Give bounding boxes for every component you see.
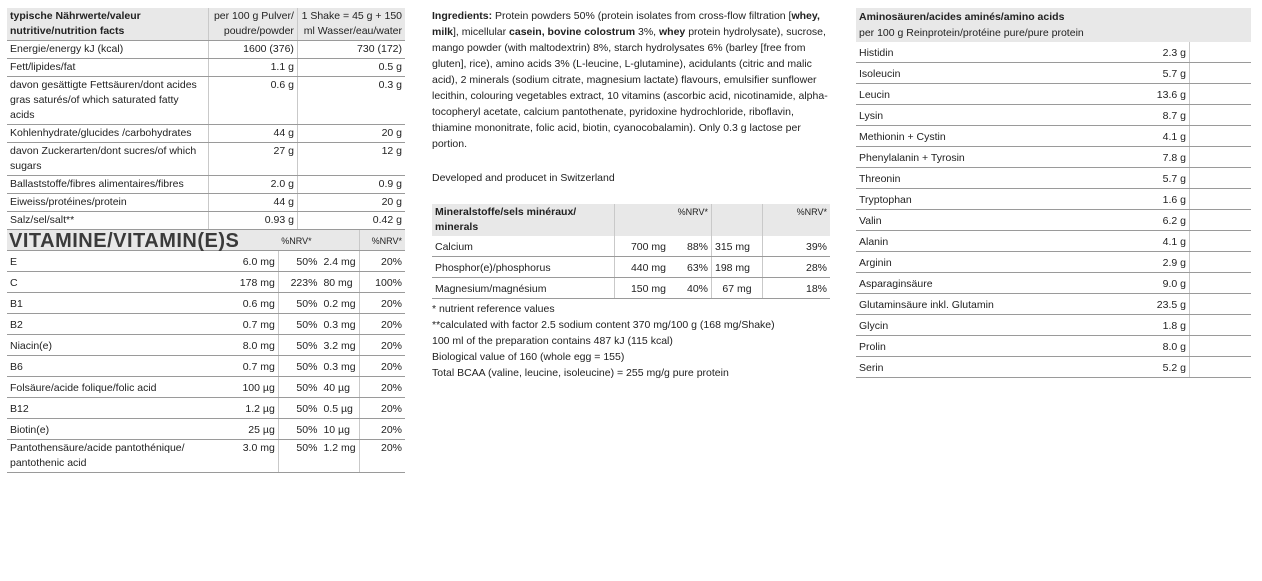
- mineral-amount-shake: 67 mg: [712, 278, 763, 299]
- mineral-nrv-shake: 28%: [763, 257, 831, 278]
- amino-column: [856, 8, 1251, 378]
- vitamin-amount-100g: 3.0 mg: [237, 440, 279, 473]
- nutrition-value-shake: 0.5 g: [297, 59, 405, 77]
- vitamin-nrv-shake: 20%: [359, 293, 405, 314]
- amino-row: [856, 84, 1251, 105]
- vitamin-nrv-100g: 50%: [278, 377, 320, 398]
- amino-value: 6.2 g: [1103, 210, 1190, 231]
- vitamin-nrv-shake: 20%: [359, 440, 405, 473]
- vitamin-name: Pantothensäure/acide pantothénique/ pantothenic acid: [7, 440, 237, 473]
- amino-value: 13.6 g: [1103, 84, 1190, 105]
- vitamin-row: [7, 293, 405, 314]
- nutrition-label: Salz/sel/salt**: [7, 212, 209, 230]
- footnote: **calculated with factor 2.5 sodium content 370 mg/100 g (168 mg/Shake): [432, 319, 775, 331]
- vitamin-nrv-shake: 20%: [359, 314, 405, 335]
- vitamin-amount-shake: 40 µg: [320, 377, 359, 398]
- amino-name: Glutaminsäure inkl. Glutamin: [856, 294, 1103, 315]
- vitamin-amount-shake: 0.5 µg: [320, 398, 359, 419]
- amino-name: Alanin: [856, 231, 1103, 252]
- vitamin-amount-shake: 10 µg: [320, 419, 359, 440]
- nutrition-value-100g: 27 g: [209, 143, 298, 176]
- vitamin-amount-shake: 0.3 mg: [320, 314, 359, 335]
- footnote: * nutrient reference values: [432, 303, 555, 315]
- vitamin-nrv-100g: 50%: [278, 335, 320, 356]
- footnote: Total BCAA (valine, leucine, isoleucine) = 255 mg/g pure protein: [432, 367, 729, 379]
- amino-value: 4.1 g: [1103, 231, 1190, 252]
- mineral-row: [432, 278, 830, 299]
- amino-value: 2.3 g: [1103, 42, 1190, 63]
- amino-value: 8.7 g: [1103, 105, 1190, 126]
- nutrition-value-shake: 0.9 g: [297, 176, 405, 194]
- vitamin-row: [7, 356, 405, 377]
- amino-row: [856, 42, 1251, 63]
- ingredients-part: protein hydrolysate), sucrose, mango powder (with maltodextrin) 8%, starch hydrolysates 6% (barley [free from gluten], rice), amino acids 3% (L-leucine, L-glutamine), acidulants (citric and malic acid), 2 minerals (sodium citrate, magnesium lactate) flavours, emulsifier sunflower lecithin, colouring vegetables extract, 10 vitamins (ascorbic acid, nicotinamide, alpha-tocopheryl acetate, calcium pantothenate, pyridoxine hydrochloride, riboflavin, thiamine mononitrate, folic acid, biotin, cyanocobalamin). Only 0.3 g lactose per portion.: [432, 26, 828, 150]
- amino-name: Tryptophan: [856, 189, 1103, 210]
- vitamin-amount-shake: 1.2 mg: [320, 440, 359, 473]
- amino-row: [856, 273, 1251, 294]
- amino-table: [856, 8, 1251, 378]
- vitamin-nrv-shake: 20%: [359, 356, 405, 377]
- nutrition-value-shake: 20 g: [297, 194, 405, 212]
- footnote: Biological value of 160 (whole egg = 155): [432, 351, 625, 363]
- mineral-nrv-100g: 63%: [669, 257, 712, 278]
- amino-name: Arginin: [856, 252, 1103, 273]
- amino-value: 9.0 g: [1103, 273, 1190, 294]
- amino-value: 1.6 g: [1103, 189, 1190, 210]
- vitamin-name: Biotin(e): [7, 419, 237, 440]
- amino-value: 4.1 g: [1103, 126, 1190, 147]
- vitamin-amount-100g: 100 µg: [237, 377, 279, 398]
- vitamin-nrv-shake: 20%: [359, 419, 405, 440]
- amino-name: Serin: [856, 357, 1103, 378]
- vitamin-row: [7, 272, 405, 293]
- mineral-amount-100g: 440 mg: [615, 257, 670, 278]
- vitamins-header-row: [7, 230, 405, 251]
- minerals-header: Mineralstoffe/sels minéraux/ minerals: [432, 204, 615, 236]
- vitamin-amount-100g: 6.0 mg: [237, 251, 279, 272]
- nutrition-row: [7, 176, 405, 194]
- nutrition-row: [7, 143, 405, 176]
- minerals-nrv-header-1: %NRV*: [669, 204, 712, 236]
- vitamin-name: B1: [7, 293, 237, 314]
- amino-row: [856, 126, 1251, 147]
- nutrition-column: [7, 8, 405, 473]
- mineral-nrv-shake: 18%: [763, 278, 831, 299]
- vitamins-title: VITAMINE/VITAMIN(E)S: [7, 230, 278, 251]
- mineral-row: [432, 257, 830, 278]
- ingredients-part: ], micellular: [453, 26, 510, 38]
- vitamin-row: [7, 419, 405, 440]
- vitamins-nrv-header-2: %NRV*: [359, 230, 405, 251]
- mineral-amount-shake: 315 mg: [712, 236, 763, 257]
- amino-value: 5.7 g: [1103, 168, 1190, 189]
- amino-name: Prolin: [856, 336, 1103, 357]
- vitamin-amount-shake: 3.2 mg: [320, 335, 359, 356]
- vitamin-amount-100g: 25 µg: [237, 419, 279, 440]
- vitamin-row: [7, 251, 405, 272]
- amino-value: 8.0 g: [1103, 336, 1190, 357]
- nutrition-label: davon gesättigte Fettsäuren/dont acides gras saturés/of which saturated fatty acids: [7, 77, 209, 125]
- mineral-nrv-100g: 40%: [669, 278, 712, 299]
- amino-name: Asparaginsäure: [856, 273, 1103, 294]
- nutrition-row: [7, 41, 405, 59]
- amino-row: [856, 231, 1251, 252]
- amino-name: Leucin: [856, 84, 1103, 105]
- nutrition-label: Kohlenhydrate/glucides /carbohydrates: [7, 125, 209, 143]
- allergen-text: whey: [659, 26, 686, 38]
- vitamin-nrv-100g: 50%: [278, 251, 320, 272]
- nutrition-value-100g: 44 g: [209, 125, 298, 143]
- mineral-amount-shake: 198 mg: [712, 257, 763, 278]
- vitamin-row: [7, 377, 405, 398]
- vitamin-name: Folsäure/acide folique/folic acid: [7, 377, 237, 398]
- vitamin-row: [7, 314, 405, 335]
- vitamin-amount-100g: 0.7 mg: [237, 314, 279, 335]
- amino-value: 5.7 g: [1103, 63, 1190, 84]
- nutrition-label: Energie/energy kJ (kcal): [7, 41, 209, 59]
- mineral-amount-100g: 150 mg: [615, 278, 670, 299]
- vitamin-nrv-100g: 50%: [278, 419, 320, 440]
- vitamin-nrv-100g: 50%: [278, 314, 320, 335]
- amino-row: [856, 294, 1251, 315]
- nutrition-row: [7, 125, 405, 143]
- allergen-text: casein, bovine colostrum: [509, 26, 636, 38]
- ingredients-column: [432, 8, 830, 381]
- vitamin-nrv-shake: 20%: [359, 251, 405, 272]
- amino-value: 23.5 g: [1103, 294, 1190, 315]
- vitamin-nrv-shake: 20%: [359, 377, 405, 398]
- nutrition-table: [7, 8, 405, 230]
- minerals-nrv-header-2: %NRV*: [763, 204, 831, 236]
- vitamin-nrv-100g: 50%: [278, 398, 320, 419]
- amino-title: Aminosäuren/acides aminés/amino acids: [859, 11, 1065, 23]
- vitamin-nrv-100g: 50%: [278, 293, 320, 314]
- mineral-name: Calcium: [432, 236, 615, 257]
- nutrition-header-col1: per 100 g Pulver/ poudre/powder: [209, 8, 298, 41]
- amino-header-row: [856, 8, 1251, 42]
- amino-row: [856, 315, 1251, 336]
- amino-row: [856, 105, 1251, 126]
- vitamins-table: [7, 230, 405, 473]
- nutrition-row: [7, 212, 405, 230]
- amino-subtitle: per 100 g Reinprotein/protéine pure/pure protein: [859, 27, 1084, 39]
- allergen-text: whey, milk: [432, 10, 820, 38]
- amino-value: 7.8 g: [1103, 147, 1190, 168]
- amino-row: [856, 336, 1251, 357]
- nutrition-label: Ballaststoffe/fibres alimentaires/fibres: [7, 176, 209, 194]
- ingredients-label: Ingredients:: [432, 10, 493, 22]
- amino-row: [856, 252, 1251, 273]
- nutrition-value-shake: 0.3 g: [297, 77, 405, 125]
- amino-row: [856, 168, 1251, 189]
- amino-header: [856, 8, 1251, 42]
- nutrition-label: Fett/lipides/fat: [7, 59, 209, 77]
- nutrition-header-col2: 1 Shake = 45 g + 150 ml Wasser/eau/water: [297, 8, 405, 41]
- vitamin-nrv-100g: 50%: [278, 440, 320, 473]
- amino-value: 1.8 g: [1103, 315, 1190, 336]
- vitamin-amount-100g: 1.2 µg: [237, 398, 279, 419]
- amino-name: Methionin + Cystin: [856, 126, 1103, 147]
- vitamins-nrv-header-1: %NRV*: [278, 230, 320, 251]
- amino-name: Glycin: [856, 315, 1103, 336]
- vitamin-name: E: [7, 251, 237, 272]
- amino-row: [856, 357, 1251, 378]
- amino-row: [856, 210, 1251, 231]
- origin-text: Developed and producet in Switzerland: [432, 172, 615, 184]
- nutrition-header-row: [7, 8, 405, 41]
- nutrition-value-shake: 20 g: [297, 125, 405, 143]
- vitamin-amount-100g: 0.6 mg: [237, 293, 279, 314]
- nutrition-row: [7, 59, 405, 77]
- vitamin-row: [7, 335, 405, 356]
- vitamin-name: Niacin(e): [7, 335, 237, 356]
- vitamin-nrv-100g: 223%: [278, 272, 320, 293]
- vitamin-amount-100g: 8.0 mg: [237, 335, 279, 356]
- footnote: 100 ml of the preparation contains 487 kJ (115 kcal): [432, 335, 673, 347]
- nutrition-label: Eiweiss/protéines/protein: [7, 194, 209, 212]
- footnotes: [432, 301, 830, 381]
- minerals-header-row: [432, 204, 830, 236]
- nutrition-value-shake: 12 g: [297, 143, 405, 176]
- vitamin-row: [7, 440, 405, 473]
- vitamin-amount-shake: 0.3 mg: [320, 356, 359, 377]
- amino-row: [856, 189, 1251, 210]
- nutrition-label: davon Zuckerarten/dont sucres/of which sugars: [7, 143, 209, 176]
- vitamin-name: B12: [7, 398, 237, 419]
- nutrition-value-shake: 0.42 g: [297, 212, 405, 230]
- amino-name: Valin: [856, 210, 1103, 231]
- nutrition-row: [7, 194, 405, 212]
- vitamin-amount-100g: 178 mg: [237, 272, 279, 293]
- vitamin-amount-shake: 80 mg: [320, 272, 359, 293]
- mineral-amount-100g: 700 mg: [615, 236, 670, 257]
- nutrition-value-100g: 0.6 g: [209, 77, 298, 125]
- amino-row: [856, 63, 1251, 84]
- vitamin-name: B2: [7, 314, 237, 335]
- ingredients-text: [432, 8, 830, 152]
- vitamin-row: [7, 398, 405, 419]
- vitamin-nrv-100g: 50%: [278, 356, 320, 377]
- amino-name: Histidin: [856, 42, 1103, 63]
- vitamin-nrv-shake: 20%: [359, 398, 405, 419]
- mineral-name: Phosphor(e)/phosphorus: [432, 257, 615, 278]
- nutrition-value-100g: 0.93 g: [209, 212, 298, 230]
- vitamin-name: B6: [7, 356, 237, 377]
- nutrition-value-shake: 730 (172): [297, 41, 405, 59]
- amino-row: [856, 147, 1251, 168]
- nutrition-value-100g: 2.0 g: [209, 176, 298, 194]
- nutrition-value-100g: 1.1 g: [209, 59, 298, 77]
- amino-name: Lysin: [856, 105, 1103, 126]
- minerals-table: [432, 204, 830, 299]
- nutrition-row: [7, 77, 405, 125]
- ingredients-part: 3%,: [635, 26, 660, 38]
- vitamin-amount-shake: 2.4 mg: [320, 251, 359, 272]
- nutrition-header-label: typische Nährwerte/valeur nutritive/nutrition facts: [7, 8, 209, 41]
- amino-name: Threonin: [856, 168, 1103, 189]
- amino-value: 5.2 g: [1103, 357, 1190, 378]
- ingredients-part: Protein powders 50% (protein isolates from cross-flow filtration [: [492, 10, 792, 22]
- mineral-name: Magnesium/magnésium: [432, 278, 615, 299]
- vitamin-nrv-shake: 100%: [359, 272, 405, 293]
- amino-name: Isoleucin: [856, 63, 1103, 84]
- amino-name: Phenylalanin + Tyrosin: [856, 147, 1103, 168]
- nutrition-value-100g: 1600 (376): [209, 41, 298, 59]
- vitamin-nrv-shake: 20%: [359, 335, 405, 356]
- amino-value: 2.9 g: [1103, 252, 1190, 273]
- nutrition-value-100g: 44 g: [209, 194, 298, 212]
- vitamin-name: C: [7, 272, 237, 293]
- vitamin-amount-shake: 0.2 mg: [320, 293, 359, 314]
- vitamin-amount-100g: 0.7 mg: [237, 356, 279, 377]
- mineral-row: [432, 236, 830, 257]
- mineral-nrv-shake: 39%: [763, 236, 831, 257]
- mineral-nrv-100g: 88%: [669, 236, 712, 257]
